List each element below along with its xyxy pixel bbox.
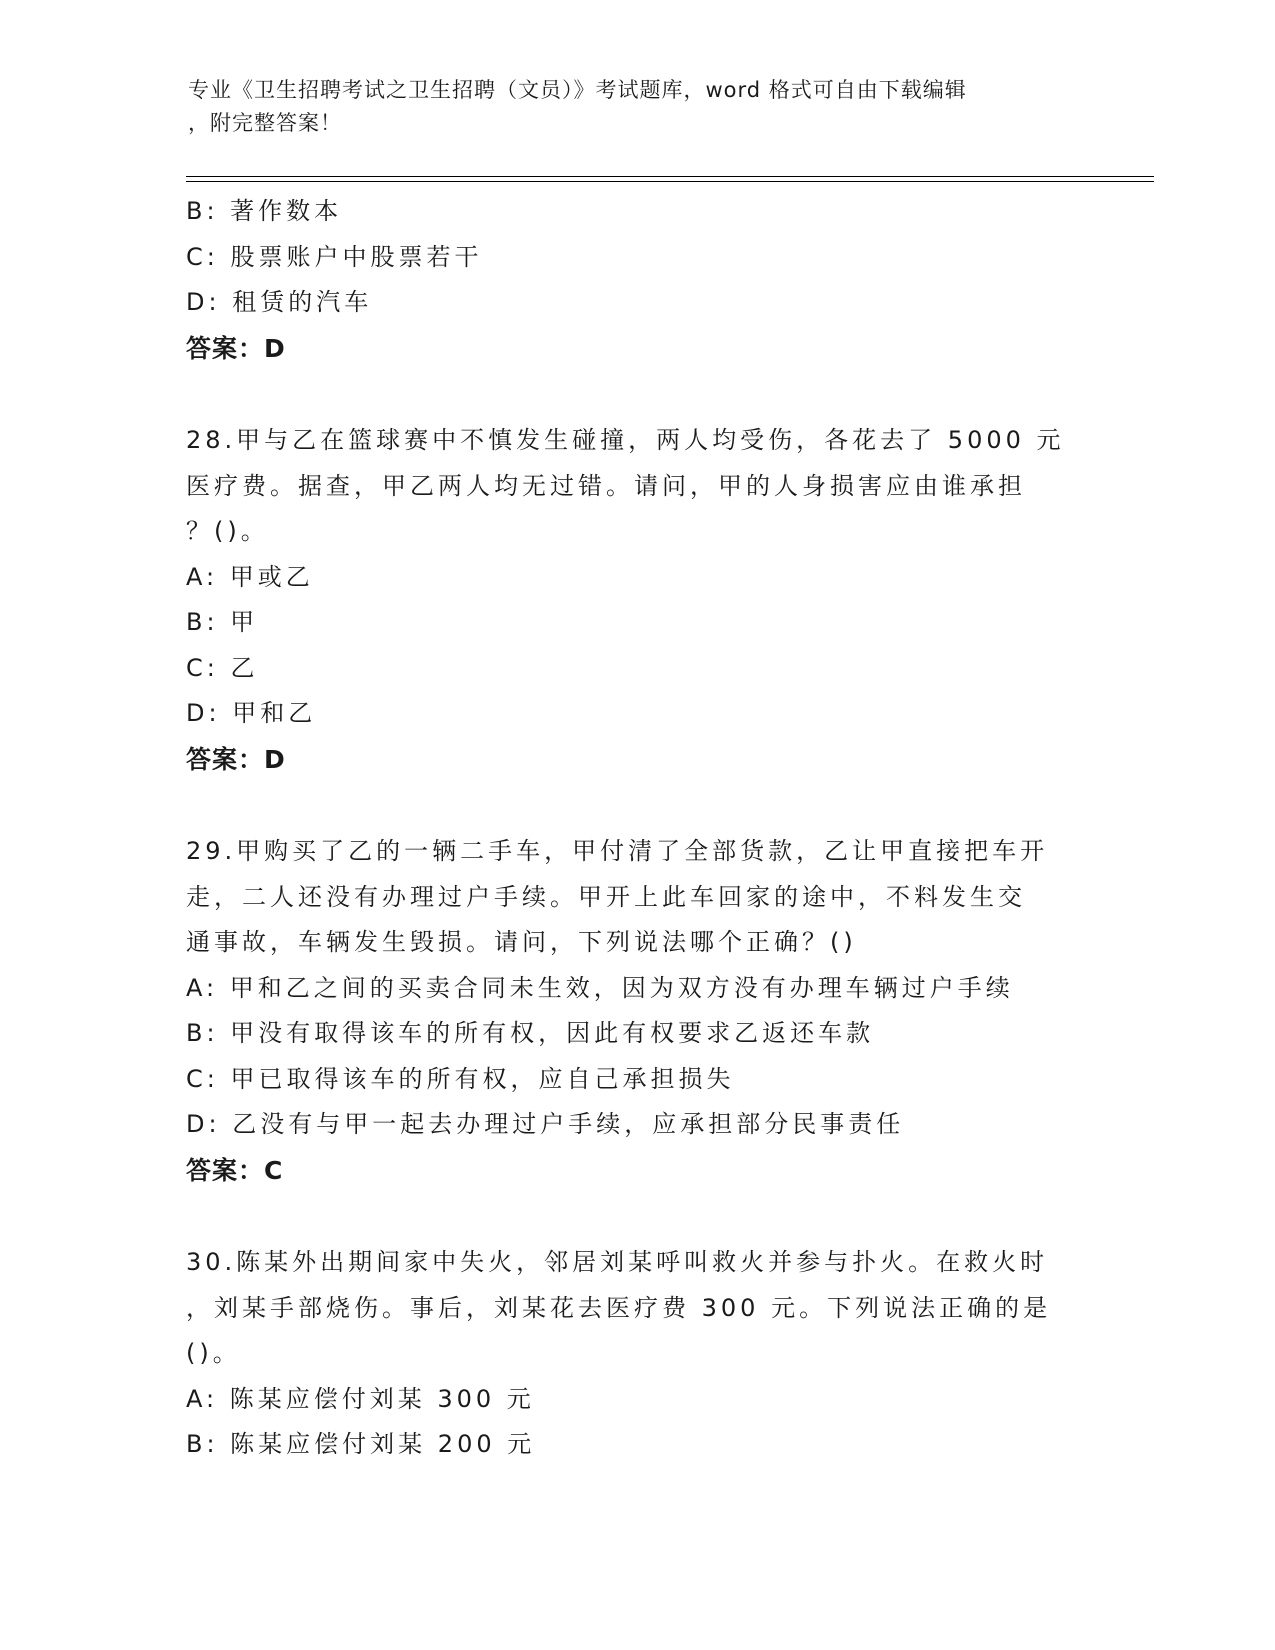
question-text-line: 30.陈某外出期间家中失火，邻居刘某呼叫救火并参与扑火。在救火时: [186, 1248, 1049, 1276]
question-fragment: [186, 189, 1106, 371]
option-b: B: 著作数本: [186, 197, 343, 225]
option-d: D: 甲和乙: [186, 699, 317, 727]
question-list: [186, 189, 1106, 1468]
option-c: C: 股票账户中股票若干: [186, 242, 483, 271]
answer-label: 答案：D: [186, 333, 286, 363]
option-d: D: 租赁的汽车: [186, 288, 373, 316]
option-b: B: 陈某应偿付刘某 200 元: [186, 1430, 536, 1458]
question-text-line: ？()。: [186, 517, 269, 545]
question-text-line: ()。: [186, 1339, 241, 1367]
header-rule-bottom: [186, 181, 1154, 182]
question-text: [186, 829, 1106, 966]
question-text-line: 医疗费。据查，甲乙两人均无过错。请问，甲的人身损害应由谁承担: [186, 471, 1026, 500]
answer-label: 答案：D: [186, 744, 286, 774]
question-28: [186, 418, 1106, 782]
answer-label: 答案：C: [186, 1155, 284, 1185]
question-29: [186, 829, 1106, 1193]
option-a: A: 陈某应偿付刘某 300 元: [186, 1384, 535, 1413]
page-header: [188, 74, 1068, 140]
option-b: B: 甲没有取得该车的所有权，因此有权要求乙返还车款: [186, 1019, 875, 1047]
header-line-1: 专业《卫生招聘考试之卫生招聘（文员）》考试题库，word 格式可自由下载编辑: [188, 78, 967, 102]
option-a: A: 甲或乙: [186, 562, 314, 591]
question-text-line: ，刘某手部烧伤。事后，刘某花去医疗费 300 元。下列说法正确的是: [186, 1293, 1052, 1322]
question-text-line: 28.甲与乙在篮球赛中不慎发生碰撞，两人均受伤，各花去了 5000 元: [186, 426, 1065, 454]
option-b: B: 甲: [186, 608, 259, 636]
question-text-line: 通事故，车辆发生毁损。请问，下列说法哪个正确？(): [186, 928, 857, 956]
option-a: A: 甲和乙之间的买卖合同未生效，因为双方没有办理车辆过户手续: [186, 973, 1014, 1002]
question-text-line: 走，二人还没有办理过户手续。甲开上此车回家的途中，不料发生交: [186, 882, 1026, 911]
option-d: D: 乙没有与甲一起去办理过户手续，应承担部分民事责任: [186, 1110, 905, 1138]
question-text: [186, 418, 1106, 555]
option-c: C: 乙: [186, 653, 259, 682]
question-text-line: 29.甲购买了乙的一辆二手车，甲付清了全部货款，乙让甲直接把车开: [186, 837, 1049, 865]
option-c: C: 甲已取得该车的所有权，应自己承担损失: [186, 1064, 735, 1093]
header-line-2: ，附完整答案！: [188, 111, 342, 135]
question-text: [186, 1240, 1106, 1377]
header-rule-top: [186, 176, 1154, 177]
question-30: [186, 1240, 1106, 1468]
